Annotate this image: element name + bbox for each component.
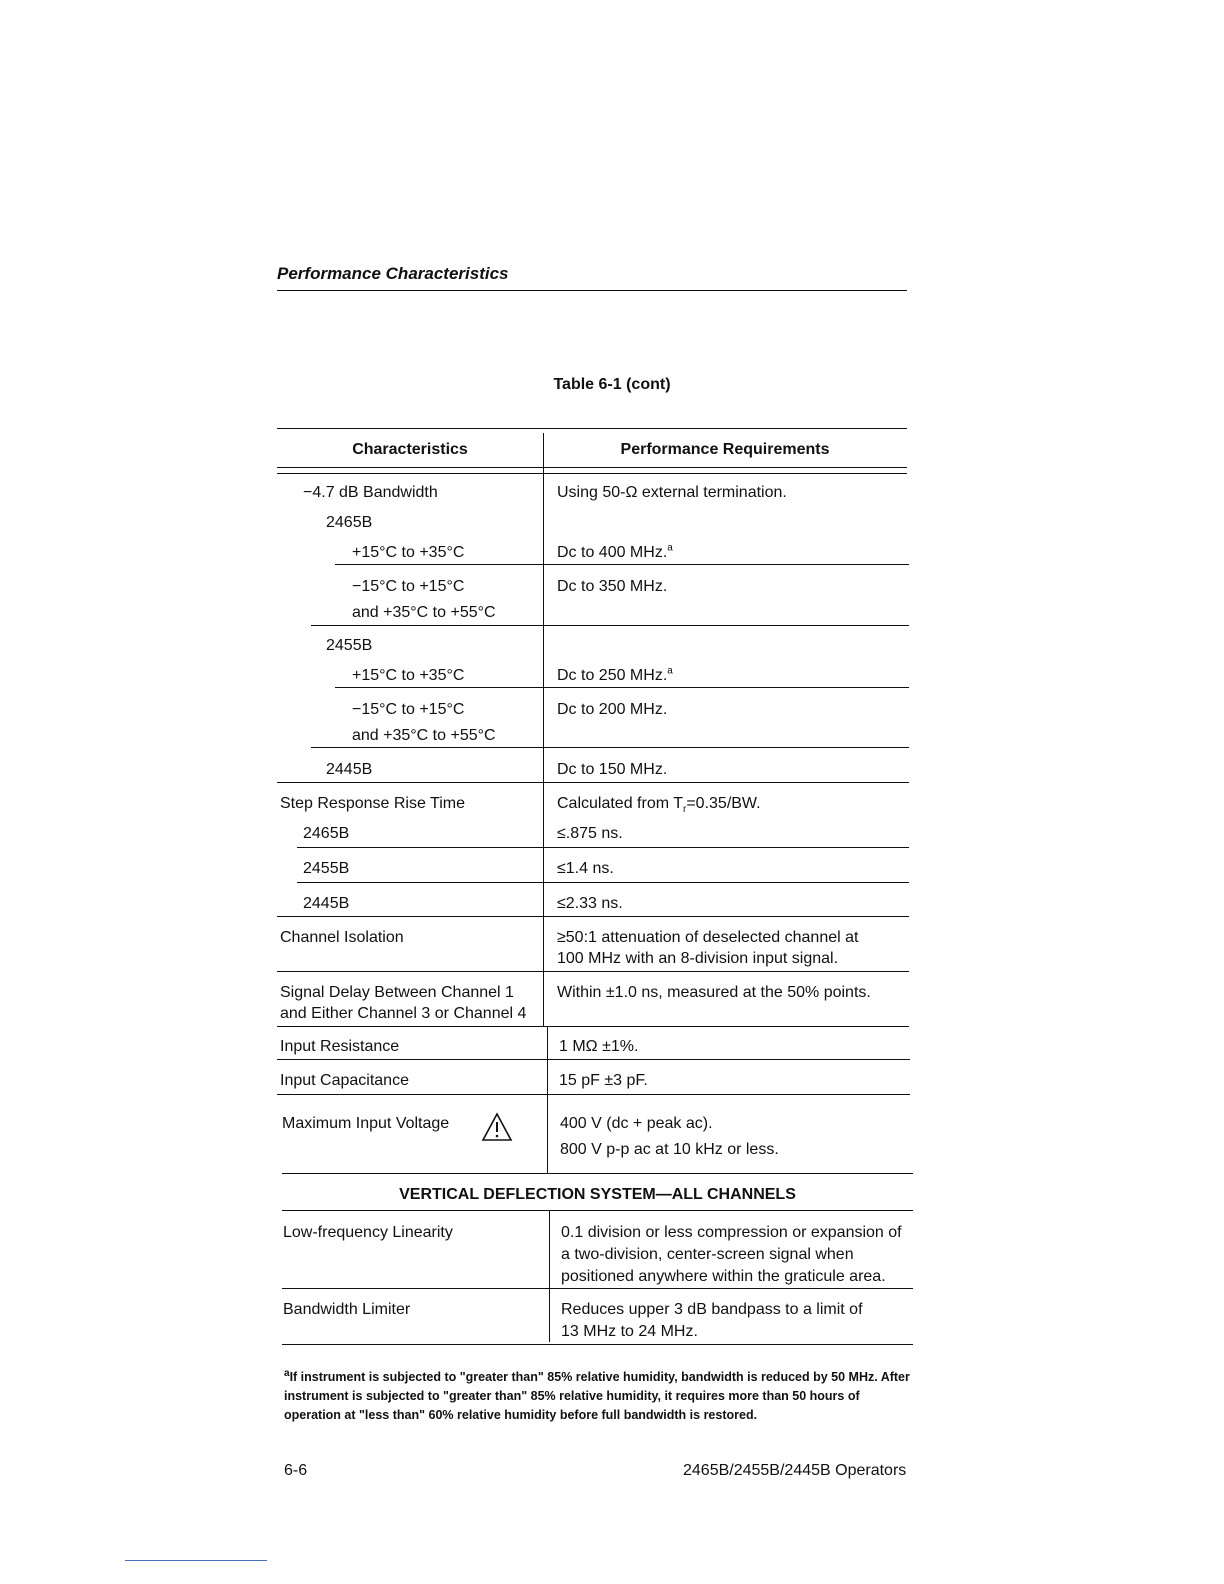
input-resistance-label: Input Resistance bbox=[280, 1038, 400, 1055]
bottom-rule bbox=[125, 1560, 267, 1561]
bandwidth-requirement: Using 50-Ω external termination. bbox=[557, 484, 787, 501]
model-2445b: 2445B bbox=[326, 761, 373, 778]
row-rule bbox=[282, 1288, 913, 1289]
requirement-value: a two-division, center-screen signal when bbox=[561, 1246, 854, 1263]
channel-isolation-label: Channel Isolation bbox=[280, 929, 404, 946]
requirement-value: ≤.875 ns. bbox=[557, 825, 623, 842]
requirement-value: ≥50:1 attenuation of deselected channel at bbox=[557, 929, 859, 946]
model-2445b: 2445B bbox=[303, 895, 350, 912]
model-2465b: 2465B bbox=[326, 514, 373, 531]
row-rule bbox=[277, 1094, 910, 1095]
column-divider-section2 bbox=[549, 1210, 550, 1342]
requirement-value: Dc to 400 MHz.$^a$ bbox=[557, 542, 673, 561]
step-response-requirement: Calculated from $T_r=0.35/BW$. bbox=[557, 795, 761, 816]
section-title: Performance Characteristics bbox=[277, 264, 509, 283]
column-divider-lower bbox=[547, 1026, 548, 1173]
requirement-value: Reduces upper 3 dB bandpass to a limit of bbox=[561, 1301, 863, 1318]
row-rule bbox=[543, 564, 909, 565]
header-rule-1 bbox=[277, 467, 907, 468]
section-rule bbox=[277, 290, 907, 291]
row-rule bbox=[311, 747, 543, 748]
header-rule-2 bbox=[277, 473, 907, 474]
temp-range: −15°C to +15°C bbox=[352, 701, 465, 718]
row-rule bbox=[277, 782, 909, 783]
signal-delay-label: Signal Delay Between Channel 1 bbox=[280, 984, 514, 1001]
signal-delay-label: and Either Channel 3 or Channel 4 bbox=[280, 1005, 527, 1022]
table-bottom-rule bbox=[282, 1344, 913, 1345]
bandwidth-limiter-label: Bandwidth Limiter bbox=[283, 1301, 411, 1318]
requirement-value: 0.1 division or less compression or expansion of bbox=[561, 1224, 902, 1241]
temp-range: and +35°C to +55°C bbox=[352, 727, 496, 744]
requirement-value: ≤2.33 ns. bbox=[557, 895, 623, 912]
requirement-value: Within ±1.0 ns, measured at the 50% points. bbox=[557, 984, 871, 1001]
requirement-value: ≤1.4 ns. bbox=[557, 860, 614, 877]
input-capacitance-label: Input Capacitance bbox=[280, 1072, 409, 1089]
requirement-value: Dc to 200 MHz. bbox=[557, 701, 668, 718]
row-rule bbox=[335, 687, 543, 688]
page-number: 6-6 bbox=[284, 1462, 308, 1479]
temp-range: +15°C to +35°C bbox=[352, 667, 465, 684]
row-rule bbox=[277, 1059, 910, 1060]
row-rule bbox=[311, 625, 543, 626]
requirement-value: 13 MHz to 24 MHz. bbox=[561, 1323, 698, 1340]
linearity-label: Low-frequency Linearity bbox=[283, 1224, 453, 1241]
requirement-value: Dc to 250 MHz.$^a$ bbox=[557, 665, 673, 684]
row-rule bbox=[282, 1210, 913, 1211]
temp-range: −15°C to +15°C bbox=[352, 578, 465, 595]
footnote-ref: a bbox=[667, 665, 673, 677]
requirement-value: 1 MΩ ±1%. bbox=[559, 1038, 639, 1055]
bandwidth-label: −4.7 dB Bandwidth bbox=[303, 484, 438, 501]
footnote-marker: a bbox=[284, 1367, 290, 1379]
requirement-value: Dc to 350 MHz. bbox=[557, 578, 668, 595]
model-2455b: 2455B bbox=[326, 637, 373, 654]
manual-title: 2465B/2455B/2445B Operators bbox=[683, 1462, 907, 1479]
temp-range: +15°C to +35°C bbox=[352, 544, 465, 561]
requirement-value: 400 V (dc + peak ac). bbox=[560, 1115, 713, 1132]
section-heading: VERTICAL DEFLECTION SYSTEM—ALL CHANNELS bbox=[399, 1186, 796, 1203]
column-divider bbox=[543, 433, 544, 1026]
row-rule bbox=[335, 564, 543, 565]
requirement-value: 100 MHz with an 8-division input signal. bbox=[557, 950, 839, 967]
model-2465b: 2465B bbox=[303, 825, 350, 842]
row-rule bbox=[277, 1026, 909, 1027]
footnote-ref: a bbox=[667, 542, 673, 554]
footnote: $^a$If instrument is subjected to "greater than" 85% relative humidity, bandwidth is reduced by 50 MHz. After instrument is subjected to "greater than" 85% relative humidity, it requires more than 50 hours of operation at "less than" 60% relative humidity before full bandwidth is restored. bbox=[284, 1367, 910, 1422]
row-rule bbox=[543, 625, 909, 626]
requirement-value: 15 pF ±3 pF. bbox=[559, 1072, 648, 1089]
temp-range: and +35°C to +55°C bbox=[352, 604, 496, 621]
requirement-value: Dc to 150 MHz. bbox=[557, 761, 668, 778]
table-top-rule bbox=[277, 428, 907, 429]
row-rule bbox=[543, 747, 909, 748]
warning-triangle-icon bbox=[481, 1112, 513, 1142]
row-rule bbox=[277, 971, 909, 972]
col-header-requirements: Performance Requirements bbox=[620, 441, 830, 458]
row-rule bbox=[282, 1173, 913, 1174]
row-rule bbox=[277, 916, 909, 917]
requirement-value: 800 V p-p ac at 10 kHz or less. bbox=[560, 1141, 779, 1158]
max-input-voltage-label: Maximum Input Voltage bbox=[282, 1115, 450, 1132]
col-header-characteristics: Characteristics bbox=[352, 441, 468, 458]
requirement-value: positioned anywhere within the graticule area. bbox=[561, 1268, 886, 1285]
row-rule bbox=[297, 882, 909, 883]
table-title: Table 6-1 (cont) bbox=[553, 376, 671, 393]
model-2455b: 2455B bbox=[303, 860, 350, 877]
step-response-label: Step Response Rise Time bbox=[280, 795, 465, 812]
row-rule bbox=[297, 847, 909, 848]
row-rule bbox=[543, 687, 909, 688]
